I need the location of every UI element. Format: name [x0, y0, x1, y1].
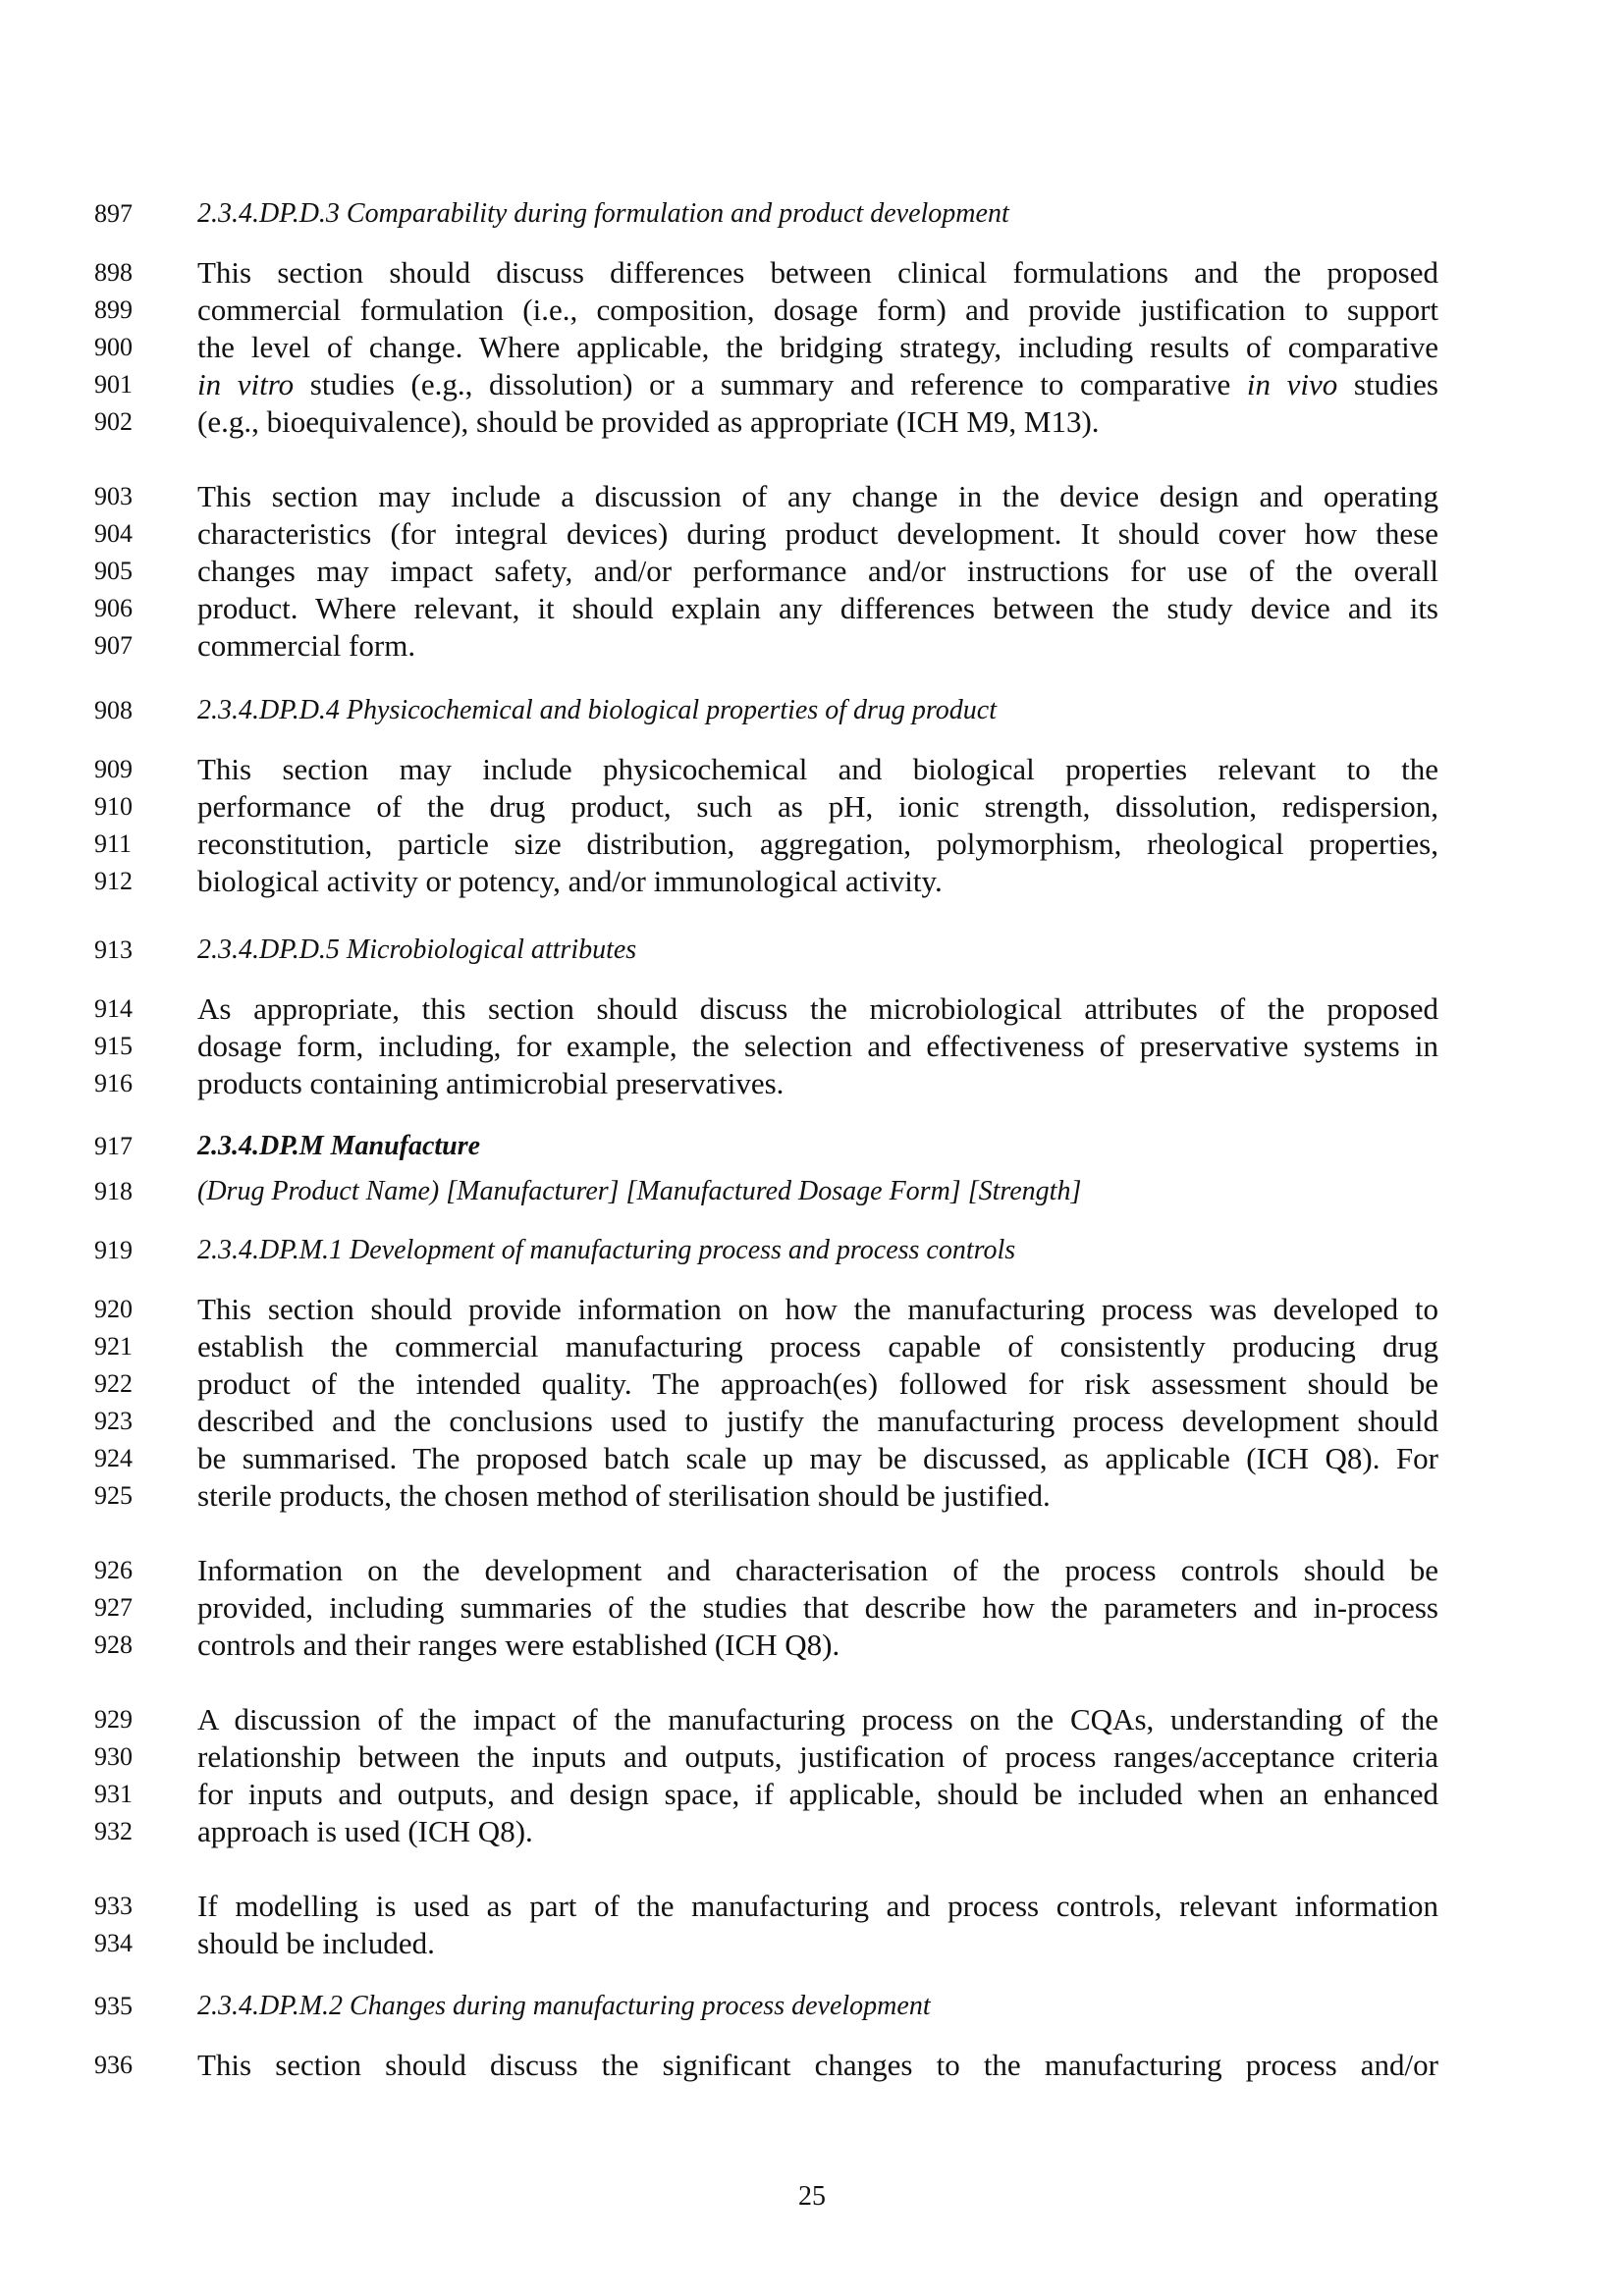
document-line — [0, 626, 1624, 666]
section-heading: 2.3.4.DP.D.4 Physicochemical and biological properties of drug product — [197, 695, 997, 725]
line-number: 904 — [94, 519, 133, 548]
line-number: 929 — [94, 1705, 133, 1734]
body-text-line: reconstitution, particle size distribution, aggregation, polymorphism, rheological properties, — [197, 827, 1438, 861]
line-number: 914 — [94, 994, 133, 1023]
line-number: 900 — [94, 333, 133, 361]
line-number: 920 — [94, 1295, 133, 1323]
line-number: 923 — [94, 1407, 133, 1435]
body-text-line: product of the intended quality. The approach(es) followed for risk assessment should be — [197, 1366, 1438, 1401]
document-line — [0, 514, 1624, 554]
body-text-line: biological activity or potency, and/or immunological activity. — [197, 864, 943, 898]
body-text-line: performance of the drug product, such as pH, ionic strength, dissolution, redispersion, — [197, 789, 1438, 824]
document-line — [0, 1064, 1624, 1103]
document-line — [0, 1588, 1624, 1628]
document-line — [0, 1812, 1624, 1851]
body-text-line: (e.g., bioequivalence), should be provided as appropriate (ICH M9, M13). — [197, 404, 1100, 439]
body-text-line: This section may include physicochemical and biological properties relevant to the — [197, 752, 1438, 786]
document-line — [0, 589, 1624, 628]
document-line — [0, 1027, 1624, 1066]
line-number: 922 — [94, 1369, 133, 1398]
line-number: 901 — [94, 370, 133, 399]
document-line — [0, 1439, 1624, 1478]
line-number: 913 — [94, 935, 133, 964]
body-text-line: changes may impact safety, and/or performance and/or instructions for use of the overall — [197, 554, 1438, 588]
document-line — [0, 1402, 1624, 1441]
document-line — [0, 1775, 1624, 1814]
document-line — [0, 1737, 1624, 1777]
document-line — [0, 862, 1624, 901]
document-line — [0, 402, 1624, 442]
line-number: 925 — [94, 1481, 133, 1510]
line-number: 910 — [94, 792, 133, 821]
body-text-line: commercial formulation (i.e., composition, dosage form) and provide justification to support — [197, 293, 1438, 327]
document-line — [0, 477, 1624, 516]
body-text-line: should be included. — [197, 1926, 435, 1960]
document-line — [0, 1127, 1624, 1166]
body-text-line: for inputs and outputs, and design space, if applicable, should be included when an enhanced — [197, 1777, 1438, 1811]
document-line — [0, 328, 1624, 367]
document-line — [0, 691, 1624, 730]
line-number: 921 — [94, 1332, 133, 1361]
document-line — [0, 1327, 1624, 1366]
line-number: 906 — [94, 594, 133, 622]
body-text-line: provided, including summaries of the studies that describe how the parameters and in-process — [197, 1590, 1438, 1625]
line-number: 902 — [94, 407, 133, 436]
document-line — [0, 194, 1624, 234]
line-number: 897 — [94, 199, 133, 228]
document-line — [0, 1231, 1624, 1270]
document-line — [0, 1924, 1624, 1963]
line-number: 898 — [94, 258, 133, 287]
line-number: 916 — [94, 1069, 133, 1097]
body-text-line: establish the commercial manufacturing process capable of consistently producing drug — [197, 1329, 1438, 1363]
body-text-line: This section may include a discussion of any change in the device design and operating — [197, 479, 1438, 513]
document-line — [0, 1626, 1624, 1665]
line-number: 926 — [94, 1556, 133, 1584]
body-text-line: This section should discuss differences between clinical formulations and the proposed — [197, 255, 1438, 290]
line-number: 903 — [94, 482, 133, 510]
document-line — [0, 1551, 1624, 1590]
line-number: 935 — [94, 1992, 133, 2020]
line-number: 918 — [94, 1177, 133, 1205]
document-line — [0, 787, 1624, 827]
body-text-line: be summarised. The proposed batch scale up may be discussed, as applicable (ICH Q8). For — [197, 1441, 1438, 1475]
body-text-line: commercial form. — [197, 628, 416, 663]
body-text-line: approach is used (ICH Q8). — [197, 1814, 533, 1848]
section-heading: 2.3.4.DP.M.1 Development of manufacturing process and process controls — [197, 1235, 1016, 1265]
line-number: 932 — [94, 1817, 133, 1845]
body-text-line: Information on the development and characterisation of the process controls should be — [197, 1553, 1438, 1587]
body-text-line: relationship between the inputs and outputs, justification of process ranges/acceptance criteria — [197, 1739, 1438, 1774]
line-number: 936 — [94, 2051, 133, 2079]
body-text-line: product. Where relevant, it should explain any differences between the study device and its — [197, 591, 1438, 625]
document-line — [0, 1290, 1624, 1329]
section-heading: 2.3.4.DP.M Manufacture — [197, 1131, 481, 1161]
document-line — [0, 291, 1624, 330]
document-line — [0, 989, 1624, 1029]
line-number: 931 — [94, 1780, 133, 1808]
line-number: 933 — [94, 1892, 133, 1920]
line-number: 930 — [94, 1742, 133, 1771]
document-line — [0, 1700, 1624, 1739]
body-text-line: This section should provide information on how the manufacturing process was developed to — [197, 1292, 1438, 1326]
section-heading: 2.3.4.DP.D.5 Microbiological attributes — [197, 934, 637, 965]
body-text-line: products containing antimicrobial preservatives. — [197, 1066, 785, 1100]
section-heading: (Drug Product Name) [Manufacturer] [Manufactured Dosage Form] [Strength] — [197, 1176, 1082, 1206]
line-number: 909 — [94, 755, 133, 783]
body-text-line: If modelling is used as part of the manufacturing and process controls, relevant information — [197, 1889, 1438, 1923]
document-line — [0, 365, 1624, 404]
body-text-line: in vitro studies (e.g., dissolution) or a summary and reference to comparative in vivo studies — [197, 367, 1438, 401]
line-number: 905 — [94, 557, 133, 585]
section-heading: 2.3.4.DP.M.2 Changes during manufacturing process development — [197, 1991, 931, 2021]
line-number: 912 — [94, 867, 133, 895]
body-text-line: controls and their ranges were established (ICH Q8). — [197, 1628, 840, 1662]
body-text-line: described and the conclusions used to justify the manufacturing process development should — [197, 1404, 1438, 1438]
document-line — [0, 931, 1624, 970]
body-text-line: This section should discuss the significant changes to the manufacturing process and/or — [197, 2048, 1438, 2082]
document-line — [0, 1172, 1624, 1211]
line-number: 915 — [94, 1032, 133, 1060]
line-number: 924 — [94, 1444, 133, 1472]
document-line — [0, 1364, 1624, 1404]
document-line — [0, 825, 1624, 864]
line-number: 919 — [94, 1236, 133, 1264]
line-number: 934 — [94, 1929, 133, 1957]
line-number: 899 — [94, 295, 133, 324]
document-line — [0, 552, 1624, 591]
document-line — [0, 2046, 1624, 2085]
body-text-line: sterile products, the chosen method of sterilisation should be justified. — [197, 1478, 1051, 1513]
document-line — [0, 750, 1624, 789]
body-text-line: characteristics (for integral devices) during product development. It should cover how these — [197, 516, 1438, 551]
line-number: 907 — [94, 631, 133, 660]
document-line — [0, 253, 1624, 293]
body-text-line: A discussion of the impact of the manufacturing process on the CQAs, understanding of the — [197, 1702, 1438, 1736]
body-text-line: dosage form, including, for example, the selection and effectiveness of preservative systems in — [197, 1029, 1438, 1063]
line-number: 911 — [94, 829, 133, 858]
body-text-line: As appropriate, this section should discuss the microbiological attributes of the proposed — [197, 991, 1438, 1026]
document-line — [0, 1476, 1624, 1516]
line-number: 927 — [94, 1593, 133, 1622]
document-line — [0, 1987, 1624, 2026]
line-number: 928 — [94, 1630, 133, 1659]
line-number: 908 — [94, 696, 133, 724]
section-heading: 2.3.4.DP.D.3 Comparability during formulation and product development — [197, 198, 1009, 229]
document-line — [0, 1887, 1624, 1926]
page-number: 25 — [798, 2181, 826, 2212]
line-number: 917 — [94, 1132, 133, 1160]
body-text-line: the level of change. Where applicable, the bridging strategy, including results of comparative — [197, 330, 1438, 364]
